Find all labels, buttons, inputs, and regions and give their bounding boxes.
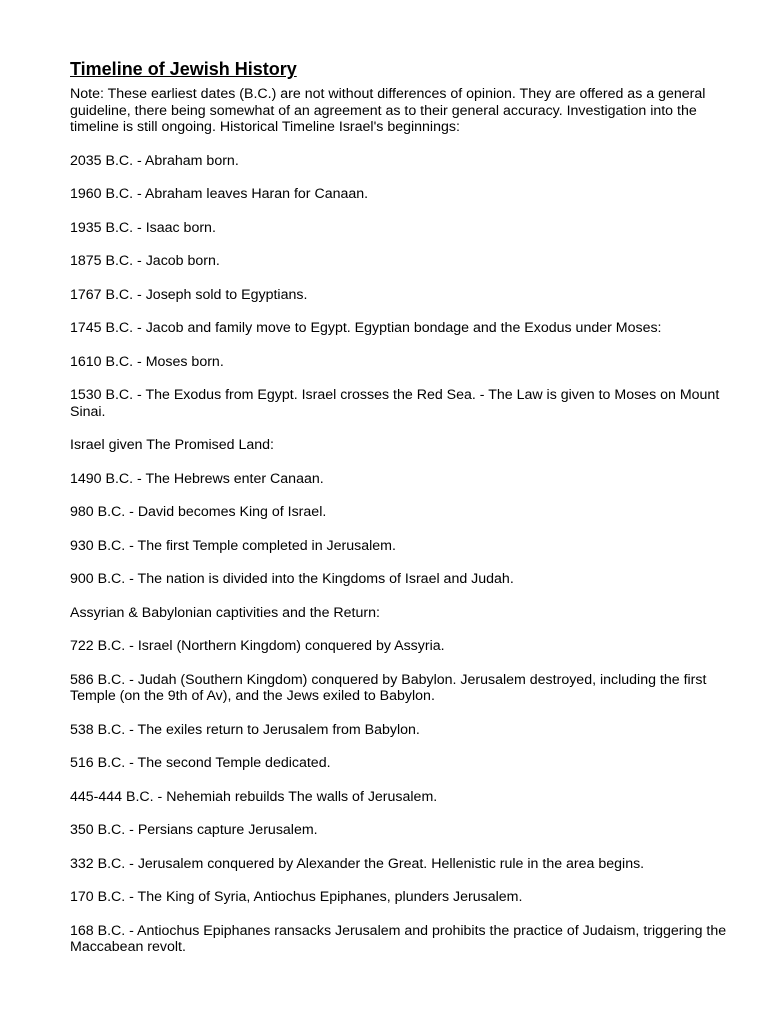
timeline-entry: 722 B.C. - Israel (Northern Kingdom) conquered by Assyria. [70, 638, 445, 654]
section-heading: Israel given The Promised Land: [70, 437, 274, 453]
timeline-entry: 1530 B.C. - The Exodus from Egypt. Israel crosses the Red Sea. - The Law is given to Moses on Mount Sinai. [70, 387, 720, 420]
timeline-entry: 350 B.C. - Persians capture Jerusalem. [70, 822, 318, 838]
timeline-entry: 586 B.C. - Judah (Southern Kingdom) conquered by Babylon. Jerusalem destroyed, including the first Temple (on the 9th of Av), and the Jews exiled to Babylon. [70, 671, 707, 704]
section-heading: Assyrian & Babylonian captivities and the Return: [70, 604, 380, 621]
timeline-entry: 516 B.C. - The second Temple dedicated. [70, 755, 331, 771]
timeline-entry: 1935 B.C. - Isaac born. [70, 219, 216, 236]
timeline-entry: 1745 B.C. - Jacob and family move to Egypt. Egyptian bondage and the Exodus under Moses: [70, 320, 662, 336]
timeline-entry: 900 B.C. - The nation is divided into the Kingdoms of Israel and Judah. [70, 571, 514, 587]
timeline-entry: 1960 B.C. - Abraham leaves Haran for Canaan. [70, 186, 369, 202]
timeline-entry: 170 B.C. - The King of Syria, Antiochus Epiphanes, plunders Jerusalem. [70, 889, 523, 905]
timeline-entry: 1610 B.C. - Moses born. [70, 353, 224, 370]
timeline-entry: 168 B.C. - Antiochus Epiphanes ransacks Jerusalem and prohibits the practice of Judaism, triggering the Maccabean revolt. [70, 922, 727, 955]
timeline-entry: 1875 B.C. - Jacob born. [70, 253, 220, 269]
intro-note: Note: These earliest dates (B.C.) are not without differences of opinion. They are offered as a general guideline, there being somewhat of an agreement as to their general accuracy. Investigation into the timeline is still ongoing. Historical Timeline Israel's beginnings: [70, 86, 706, 135]
timeline-entry: 930 B.C. - The first Temple completed in Jerusalem. [70, 537, 396, 554]
document-page [70, 58, 742, 973]
timeline-entry: 332 B.C. - Jerusalem conquered by Alexander the Great. Hellenistic rule in the area begins. [70, 855, 645, 872]
timeline-entry: 1767 B.C. - Joseph sold to Egyptians. [70, 286, 308, 303]
timeline-entry: 1490 B.C. - The Hebrews enter Canaan. [70, 470, 324, 487]
page-title: Timeline of Jewish History [70, 59, 297, 79]
timeline-entry: 445-444 B.C. - Nehemiah rebuilds The walls of Jerusalem. [70, 788, 438, 805]
timeline-entry: 538 B.C. - The exiles return to Jerusalem from Babylon. [70, 721, 420, 738]
timeline-entry: 980 B.C. - David becomes King of Israel. [70, 504, 327, 520]
timeline-entry: 2035 B.C. - Abraham born. [70, 152, 239, 169]
